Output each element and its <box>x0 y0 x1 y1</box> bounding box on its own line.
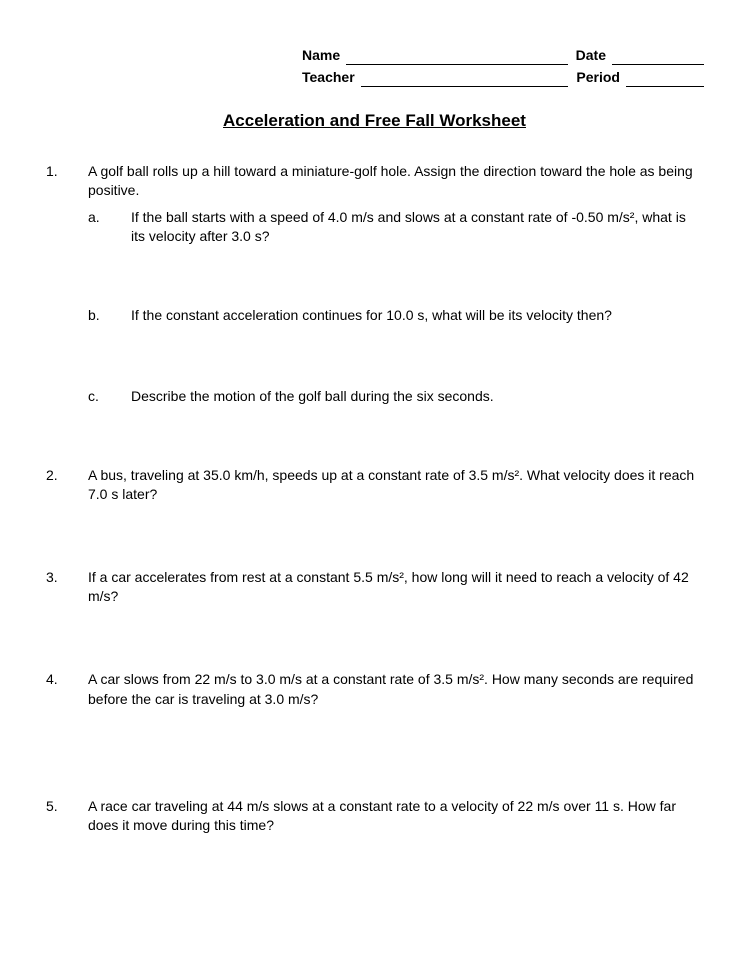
question-2 <box>46 466 703 504</box>
date-label: Date <box>575 47 606 63</box>
question-1 <box>46 162 703 466</box>
question-number: 3. <box>46 569 58 586</box>
name-blank-line <box>346 50 568 65</box>
question-text: A car slows from 22 m/s to 3.0 m/s at a constant rate of 3.5 m/s². How many seconds are required before the car is traveling at 3.0 m/s? <box>88 671 694 707</box>
teacher-period-row <box>302 68 704 87</box>
date-blank-line <box>612 50 704 65</box>
question-text: A bus, traveling at 35.0 km/h, speeds up at a constant rate of 3.5 m/s². What velocity does it reach 7.0 s later? <box>88 467 695 503</box>
subquestion-b <box>88 306 703 325</box>
subquestion-letter: a. <box>88 209 100 226</box>
subquestion-letter: c. <box>88 388 99 405</box>
question-number: 4. <box>46 671 58 688</box>
name-label: Name <box>302 47 341 63</box>
subquestion-text: If the ball starts with a speed of 4.0 m/s and slows at a constant rate of -0.50 m/s², what is its velocity after 3.0 s? <box>131 209 686 245</box>
question-number: 5. <box>46 797 58 814</box>
header-fields <box>302 46 704 87</box>
question-3 <box>46 568 703 606</box>
subquestion-letter: b. <box>88 307 100 324</box>
question-number: 2. <box>46 467 58 484</box>
question-body <box>88 162 703 466</box>
period-blank-line <box>626 72 704 87</box>
question-number: 1. <box>46 163 58 180</box>
worksheet-title: Acceleration and Free Fall Worksheet <box>223 111 526 131</box>
teacher-blank-line <box>361 72 569 87</box>
question-text: If a car accelerates from rest at a constant 5.5 m/s², how long will it need to reach a velocity of 42 m/s? <box>88 569 689 605</box>
question-text: A golf ball rolls up a hill toward a miniature-golf hole. Assign the direction toward the hole as being positive. <box>88 163 693 199</box>
subquestion-c <box>88 387 703 406</box>
period-label: Period <box>576 69 620 86</box>
subquestion-a <box>88 208 703 246</box>
subquestion-text: Describe the motion of the golf ball during the six seconds. <box>131 388 494 405</box>
question-text: A race car traveling at 44 m/s slows at a constant rate to a velocity of 22 m/s over 11 s. How far does it move during this time? <box>88 797 676 833</box>
question-4 <box>46 670 703 708</box>
name-date-row <box>302 46 704 65</box>
question-5 <box>46 797 703 835</box>
subquestion-text: If the constant acceleration continues for 10.0 s, what will be its velocity then? <box>131 307 612 324</box>
teacher-label: Teacher <box>302 69 355 86</box>
